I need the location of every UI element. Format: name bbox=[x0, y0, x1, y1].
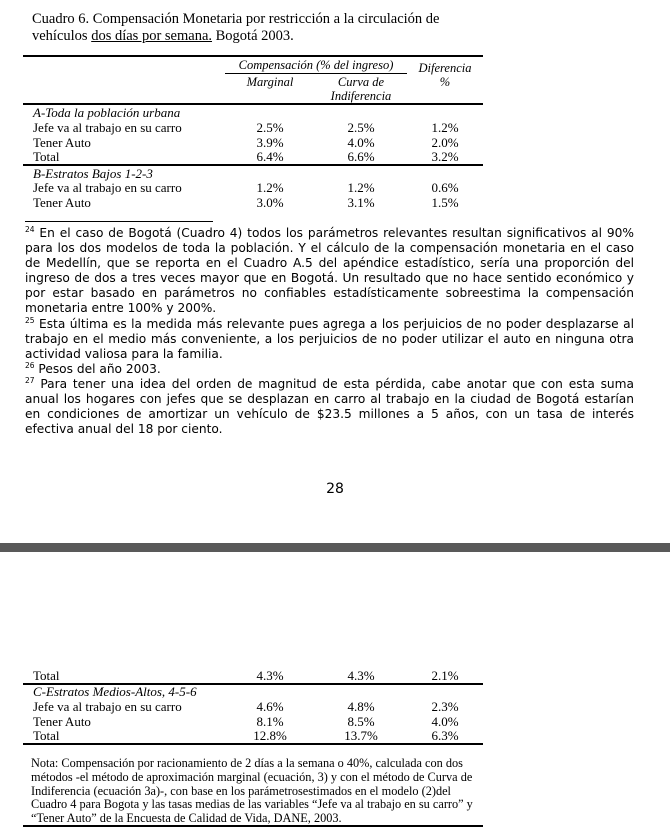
section-title-row bbox=[23, 106, 483, 120]
table-row: Tener Auto 3.0% 3.1% 1.5% bbox=[33, 195, 459, 210]
section-b-title: B-Estratos Bajos 1-2-3 bbox=[33, 166, 153, 181]
col-header-diferencia-pct: % bbox=[439, 75, 451, 89]
table-row: Jefe va al trabajo en su carro 2.5% 2.5% 1.2% bbox=[33, 120, 459, 135]
page-break-bar bbox=[0, 543, 670, 552]
footnote-26: $^{26}$ Pesos del año 2003. bbox=[25, 360, 161, 376]
section-title-row bbox=[23, 685, 483, 699]
caption-underlined-phrase: dos días por semana. bbox=[91, 28, 213, 44]
caption-line-2: vehículos dos días por semana. Bogotá 2003. bbox=[32, 28, 294, 44]
group-header-underline bbox=[225, 73, 407, 74]
section-c-title: C-Estratos Medios-Altos, 4-5-6 bbox=[33, 684, 197, 699]
table-caption bbox=[32, 11, 492, 45]
col-header-diferencia: Diferencia bbox=[418, 61, 472, 75]
group-header-compensacion: Compensación (% del ingreso) bbox=[238, 58, 394, 72]
footnote-separator bbox=[25, 221, 213, 222]
section-title-row bbox=[23, 167, 483, 181]
col-header-curva-line1: Curva de bbox=[337, 75, 385, 89]
table-row-total: Total 12.8% 13.7% 6.3% bbox=[33, 728, 459, 743]
footnote-25: $^{25}$ Esta última es la medida más relevante pues agrega a los perjuicios de no poder desplazarse al trabajo en el medio más conveniente, a los perjuicios de no poder utilizar el auto en ninguna otra actividad valiosa para la familia. bbox=[25, 315, 634, 361]
table-row-total: Total 6.4% 6.6% 3.2% bbox=[33, 149, 459, 164]
table-row: Jefe va al trabajo en su carro 4.6% 4.8% 2.3% bbox=[33, 699, 459, 714]
footnote-24: $^{24}$ En el caso de Bogotá (Cuadro 4) todos los parámetros relevantes resultan significativos al 90% para los dos modelos de toda la población. Y el cálculo de la compensación monetaria en el caso de Medellín, que se reporta en el Cuadro A.5 del apéndice estadístico, sería una proporción del ingreso de dos a tres veces mayor que en Bogotá. Un resultado que no hace sentido económico y por estar basado en parámetros no confiables estadísticamente sobreestima la compensación monetaria entre 100% y 200%. bbox=[25, 225, 634, 316]
caption-line-1: Cuadro 6. Compensación Monetaria por restricción a la circulación de bbox=[32, 11, 440, 27]
table-row: Tener Auto 3.9% 4.0% 2.0% bbox=[33, 135, 459, 150]
table-bottom-rule bbox=[23, 743, 483, 745]
table-note: Nota: Compensación por racionamiento de 2 días a la semana o 40%, calculada con dos métodos -el método de aproximación marginal (ecuación, 3) y con el método de Curva de Indiferencia (ecuación 3a)-, con base en los parámetrosestimados en el modelo (2)del Cuadro 4 para Bogota y las tasas medias de las variables “Jefe va al trabajo en su carro” y “Tener Auto” de la Encuesta de Calidad de Vida, DANE, 2003. bbox=[31, 756, 473, 826]
col-header-curva-line2: Indiferencia bbox=[330, 89, 392, 103]
section-a-title: A-Toda la población urbana bbox=[33, 105, 181, 120]
table-top-rule bbox=[23, 55, 483, 57]
col-header-marginal: Marginal bbox=[246, 75, 294, 89]
table-row: Jefe va al trabajo en su carro 1.2% 1.2% 0.6% bbox=[33, 180, 459, 195]
table-row-total: Total 4.3% 4.3% 2.1% bbox=[33, 668, 459, 683]
page-number: 28 bbox=[326, 481, 344, 497]
footnotes bbox=[25, 226, 634, 437]
footnote-27: $^{27}$ Para tener una idea del orden de magnitud de esta pérdida, cabe anotar que con esta suma anual los hogares con jefes que se desplazan en carro al trabajo en la ciudad de Bogotá estarían en condiciones de amortizar un vehículo de $23.5 millones a 5 años, con un tasa de interés efectiva anual del 18 por ciento. bbox=[25, 375, 634, 437]
table-row: Tener Auto 8.1% 8.5% 4.0% bbox=[33, 714, 459, 729]
